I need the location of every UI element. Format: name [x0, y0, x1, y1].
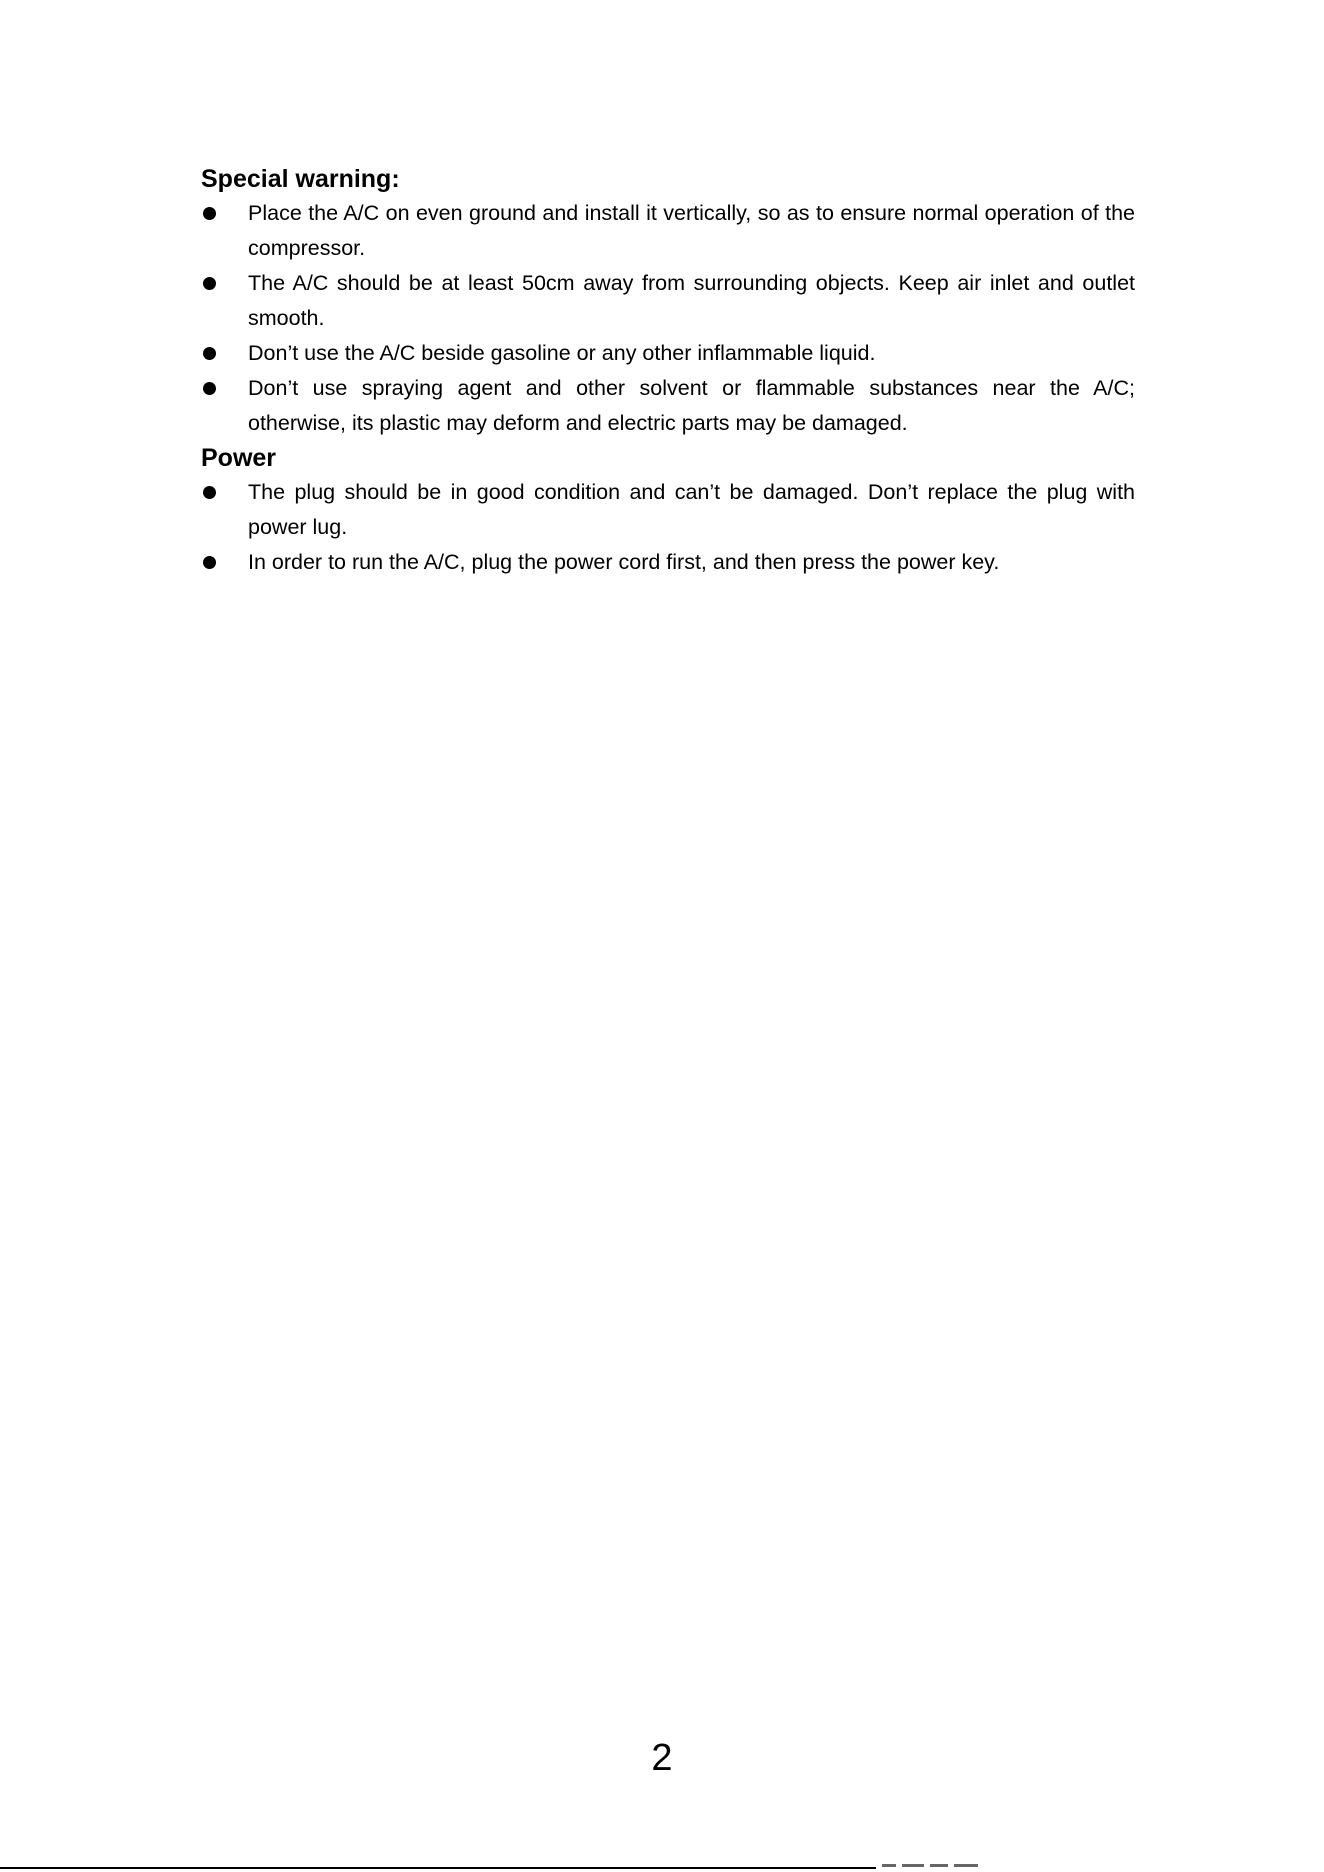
bullet-icon	[203, 277, 216, 290]
bullet-icon	[203, 486, 216, 499]
bullet-icon	[203, 556, 216, 569]
footer-rule	[0, 1867, 876, 1869]
list-item	[201, 196, 1135, 266]
page-content	[201, 158, 1135, 580]
special-warning-list	[201, 196, 1135, 441]
list-item	[201, 371, 1135, 441]
list-item	[201, 475, 1135, 545]
list-item	[201, 336, 1135, 371]
list-item-text: The plug should be in good condition and can’t be damaged. Don’t replace the plug with power lug.	[248, 480, 1135, 539]
bullet-icon	[203, 347, 216, 360]
list-item	[201, 545, 1135, 580]
section-heading-special-warning: Special warning:	[201, 165, 400, 193]
bullet-icon	[203, 382, 216, 395]
list-item-text: The A/C should be at least 50cm away from surrounding objects. Keep air inlet and outlet smooth.	[248, 271, 1135, 330]
list-item-text: In order to run the A/C, plug the power cord first, and then press the power key.	[248, 550, 1000, 574]
page-number: 2	[651, 1737, 673, 1779]
power-list	[201, 475, 1135, 580]
list-item-text: Don’t use the A/C beside gasoline or any other inflammable liquid.	[248, 341, 876, 365]
bullet-icon	[203, 207, 216, 220]
section-heading-power: Power	[201, 444, 277, 472]
footer-scan-artifact	[882, 1864, 1002, 1868]
list-item	[201, 266, 1135, 336]
list-item-text: Don’t use spraying agent and other solvent or flammable substances near the A/C; otherwise, its plastic may deform and electric parts may be damaged.	[248, 376, 1135, 435]
list-item-text: Place the A/C on even ground and install it vertically, so as to ensure normal operation of the compressor.	[248, 201, 1135, 260]
